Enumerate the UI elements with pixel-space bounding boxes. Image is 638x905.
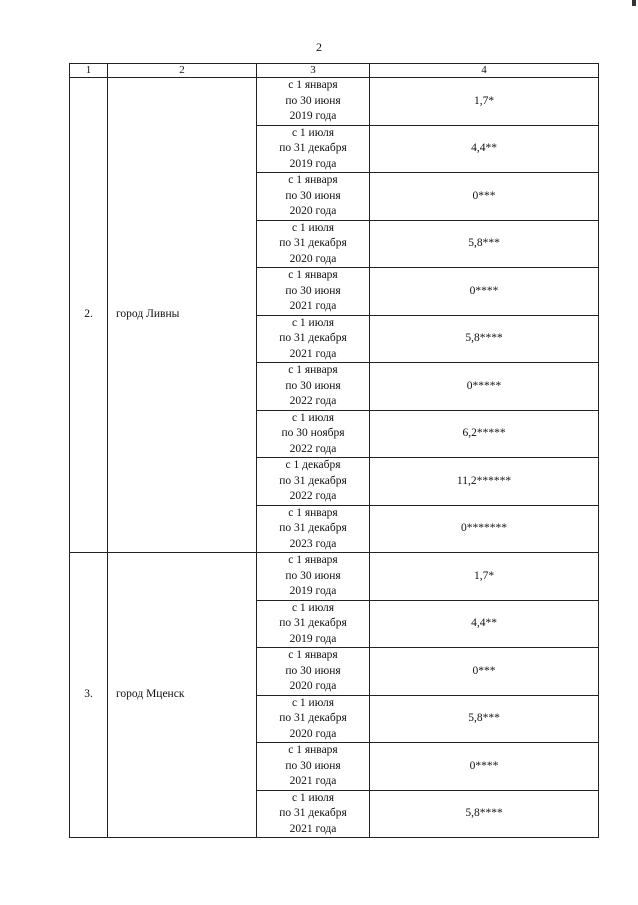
period-cell <box>257 410 370 458</box>
row-number: 3. <box>70 553 108 838</box>
column-header: 4 <box>370 64 599 78</box>
period-line: с 1 января <box>288 554 338 566</box>
period-line: 2019 года <box>289 585 337 597</box>
period-line: по 30 июня <box>285 189 341 202</box>
period-cell <box>257 695 370 743</box>
period-cell <box>257 648 370 696</box>
column-header: 3 <box>257 64 370 78</box>
period-cell <box>257 78 370 126</box>
table-row <box>70 553 599 601</box>
scan-corner-mark <box>632 0 636 6</box>
period-line: 2022 года <box>289 490 337 502</box>
period-line: по 31 декабря <box>279 332 347 344</box>
period-line: с 1 января <box>288 744 338 756</box>
value-cell: 5,8*** <box>370 220 599 268</box>
period-line: по 31 декабря <box>279 142 347 154</box>
value-cell: 6,2***** <box>370 410 599 458</box>
value-cell: 5,8**** <box>370 315 599 363</box>
value-cell: 1,7* <box>370 78 599 126</box>
city-name: город Ливны <box>108 78 257 553</box>
period-line: 2019 года <box>289 110 337 122</box>
period-line: 2020 года <box>289 680 337 692</box>
period-line: 2019 года <box>289 157 337 170</box>
period-line: 2023 года <box>289 537 337 550</box>
value-cell: 0******* <box>370 505 599 553</box>
period-cell <box>257 458 370 506</box>
period-line: с 1 июля <box>291 411 335 424</box>
period-line: 2021 года <box>289 822 337 835</box>
period-line: 2021 года <box>289 775 337 787</box>
period-cell <box>257 790 370 838</box>
row-number: 2. <box>70 78 108 553</box>
value-cell: 1,7* <box>370 553 599 601</box>
period-cell <box>257 600 370 648</box>
period-line: по 30 июня <box>285 664 341 677</box>
period-line: 2022 года <box>289 442 337 455</box>
period-line: 2020 года <box>289 252 337 265</box>
period-line: по 31 декабря <box>279 712 347 724</box>
value-cell: 0**** <box>370 268 599 316</box>
period-line: по 31 декабря <box>279 237 347 249</box>
city-name: город Мценск <box>108 553 257 838</box>
period-line: по 31 декабря <box>279 807 347 819</box>
period-line: с 1 января <box>288 79 338 91</box>
value-cell: 0*** <box>370 648 599 696</box>
period-line: с 1 января <box>288 506 338 519</box>
period-line: с 1 декабря <box>285 459 341 471</box>
value-cell: 5,8**** <box>370 790 599 838</box>
value-cell: 5,8*** <box>370 695 599 743</box>
period-line: с 1 июля <box>291 696 335 709</box>
period-line: 2022 года <box>289 395 337 407</box>
value-cell: 11,2****** <box>370 458 599 506</box>
value-cell: 0***** <box>370 363 599 411</box>
period-cell <box>257 220 370 268</box>
column-header: 2 <box>108 64 257 78</box>
period-line: по 30 июня <box>285 379 341 392</box>
tariff-table <box>69 63 599 838</box>
period-line: с 1 января <box>288 649 338 661</box>
period-line: по 31 декабря <box>279 522 347 534</box>
period-line: с 1 июля <box>291 791 335 804</box>
value-cell: 4,4** <box>370 125 599 173</box>
period-cell <box>257 363 370 411</box>
period-line: с 1 июля <box>291 221 335 234</box>
table-body <box>70 78 599 838</box>
period-line: с 1 июля <box>291 316 335 329</box>
period-line: по 31 декабря <box>279 617 347 629</box>
value-cell: 0**** <box>370 743 599 791</box>
period-line: 2021 года <box>289 347 337 360</box>
period-cell <box>257 173 370 221</box>
period-cell <box>257 268 370 316</box>
period-line: по 30 июня <box>285 569 341 582</box>
period-line: 2020 года <box>289 205 337 217</box>
header-row <box>70 64 599 78</box>
period-cell <box>257 743 370 791</box>
period-line: с 1 января <box>288 174 338 186</box>
period-line: 2019 года <box>289 632 337 645</box>
period-line: с 1 июля <box>291 601 335 614</box>
period-line: по 30 июня <box>285 759 341 772</box>
period-cell <box>257 505 370 553</box>
value-cell: 4,4** <box>370 600 599 648</box>
table-row <box>70 78 599 126</box>
period-line: с 1 июля <box>291 126 335 139</box>
period-line: по 30 ноября <box>281 427 345 439</box>
period-line: 2020 года <box>289 727 337 740</box>
period-line: с 1 января <box>288 269 338 281</box>
period-line: по 31 декабря <box>279 474 347 487</box>
period-line: 2021 года <box>289 300 337 312</box>
value-cell: 0*** <box>370 173 599 221</box>
period-line: по 30 июня <box>285 284 341 297</box>
page-number: 2 <box>316 40 322 54</box>
period-cell <box>257 553 370 601</box>
column-header: 1 <box>70 64 108 78</box>
period-line: по 30 июня <box>285 94 341 107</box>
period-line: с 1 января <box>288 364 338 376</box>
period-cell <box>257 315 370 363</box>
period-cell <box>257 125 370 173</box>
